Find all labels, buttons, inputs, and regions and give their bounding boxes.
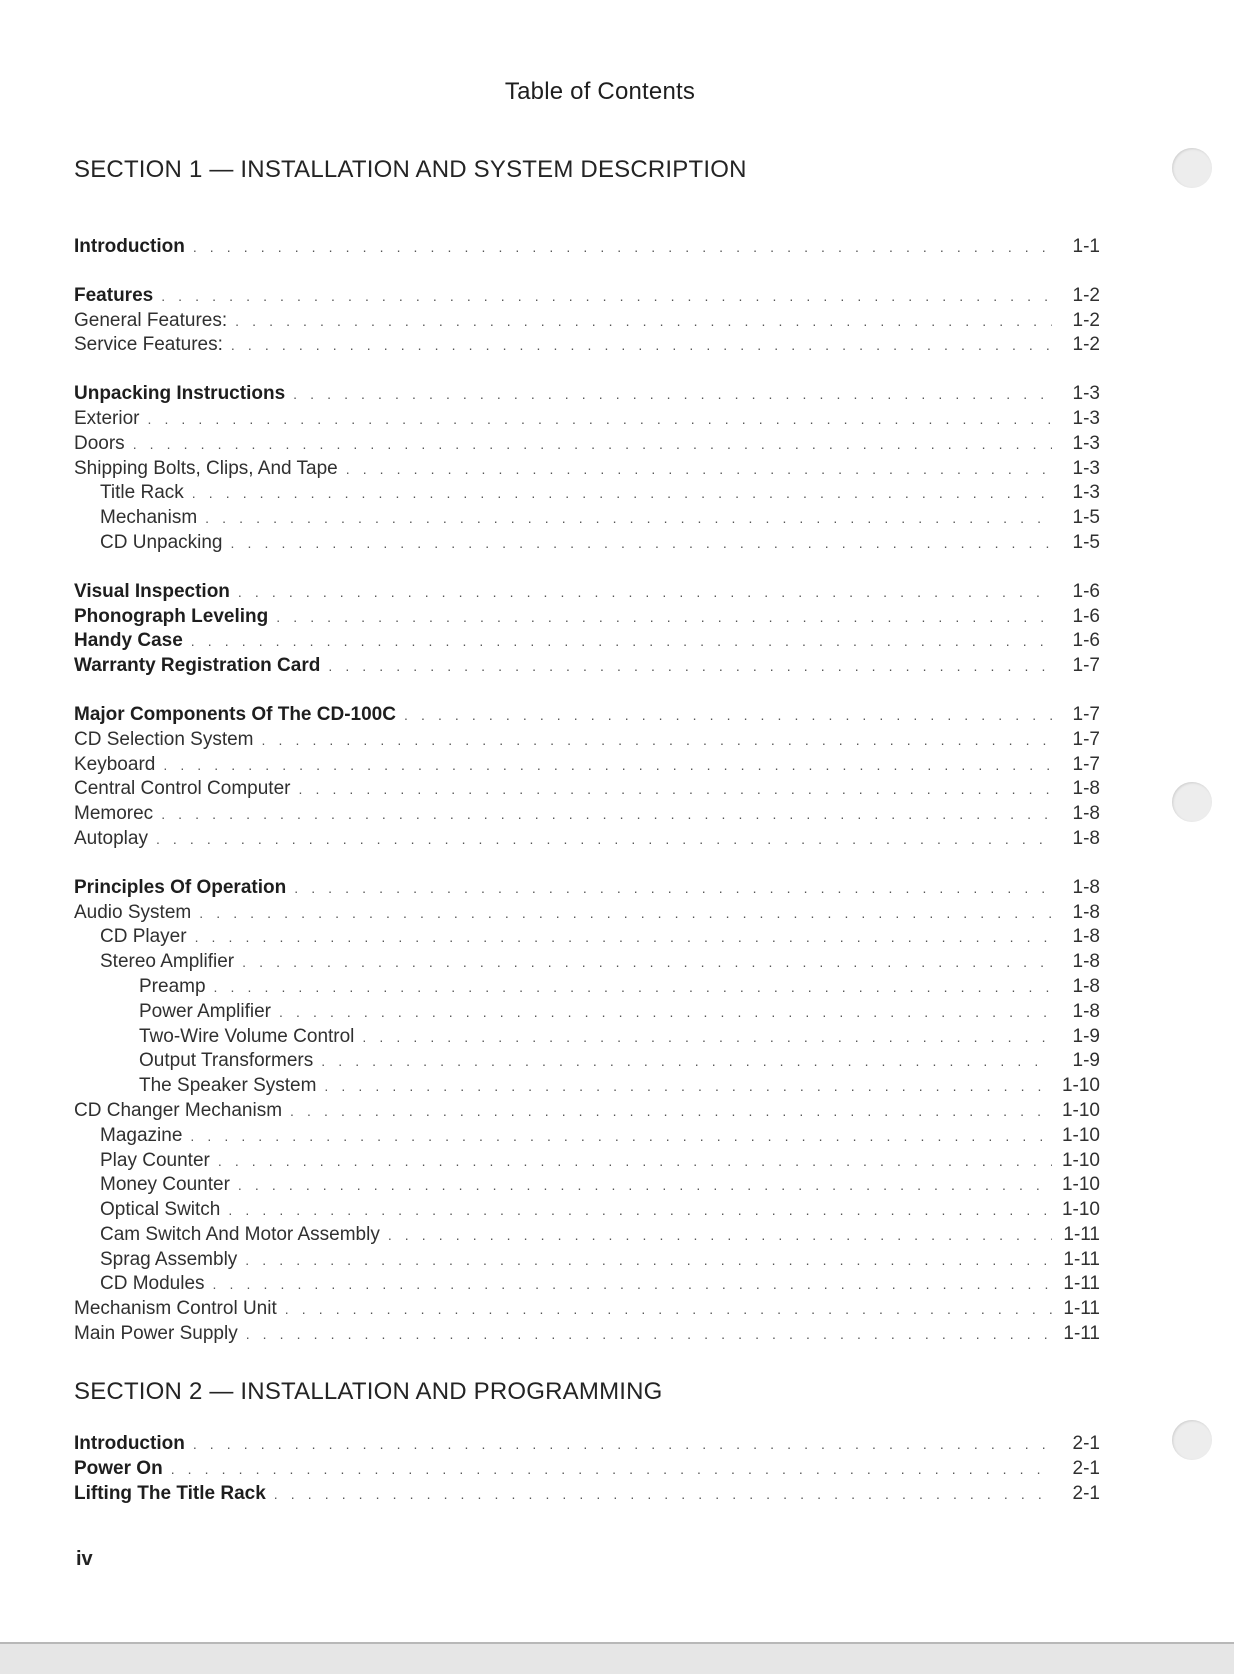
toc-entry[interactable] — [74, 654, 1100, 679]
toc-entry-label: Features — [74, 284, 154, 306]
toc-entry-label: General Features: — [74, 309, 228, 331]
toc-entry[interactable] — [74, 925, 1100, 950]
dot-leader — [231, 531, 1053, 556]
toc-entry-page: 1-3 — [1072, 482, 1100, 504]
toc-entry-label: Power Amplifier — [139, 1000, 271, 1022]
toc-entry-page: 1-7 — [1072, 703, 1100, 725]
toc-entry-page: 1-9 — [1072, 1025, 1100, 1047]
toc-entry-label: Stereo Amplifier — [100, 951, 235, 973]
toc-entry-page: 1-6 — [1072, 580, 1100, 602]
dot-leader — [290, 1099, 1052, 1124]
dot-leader — [404, 703, 1052, 728]
toc-entry-label: Lifting The Title Rack — [74, 1482, 266, 1504]
toc-entry-label: Optical Switch — [100, 1199, 221, 1221]
dot-leader — [214, 975, 1052, 1000]
toc-entry-page: 1-11 — [1063, 1248, 1100, 1270]
section-2-heading: SECTION 2 — INSTALLATION AND PROGRAMMING — [74, 1378, 663, 1405]
toc-entry-page: 1-8 — [1072, 975, 1100, 997]
toc-entry[interactable] — [74, 605, 1100, 630]
toc-entry-label: Autoplay — [74, 827, 148, 849]
toc-entry[interactable] — [74, 975, 1100, 1000]
binder-hole-icon — [1172, 1420, 1212, 1460]
section-1-heading: SECTION 1 — INSTALLATION AND SYSTEM DESCRIPTION — [74, 156, 747, 183]
toc-entry[interactable] — [74, 457, 1100, 482]
toc-entry-page: 1-11 — [1063, 1273, 1100, 1295]
dot-leader — [321, 1049, 1052, 1074]
toc-entry[interactable] — [74, 481, 1100, 506]
dot-leader — [298, 777, 1052, 802]
toc-entry-label: Shipping Bolts, Clips, And Tape — [74, 457, 338, 479]
toc-entry-page: 1-8 — [1072, 901, 1100, 923]
toc-entry-label: CD Player — [100, 926, 187, 948]
dot-leader — [190, 1124, 1052, 1149]
toc-entry[interactable] — [74, 1432, 1100, 1457]
dot-leader — [218, 1149, 1052, 1174]
dot-leader — [238, 580, 1052, 605]
toc-entry[interactable] — [74, 1173, 1100, 1198]
toc-entry-label: Audio System — [74, 901, 192, 923]
dot-leader — [205, 506, 1052, 531]
toc-entry-label: Mechanism — [100, 507, 198, 529]
toc-entry-page: 1-8 — [1072, 1000, 1100, 1022]
toc-entry-label: Central Control Computer — [74, 778, 291, 800]
toc-entry[interactable] — [74, 1457, 1100, 1482]
toc-entry-label: Main Power Supply — [74, 1323, 238, 1345]
dot-leader — [193, 235, 1052, 260]
toc-entry-label: CD Changer Mechanism — [74, 1099, 283, 1121]
toc-entry[interactable] — [74, 753, 1100, 778]
toc-entry-label: Preamp — [139, 975, 206, 997]
dot-leader — [147, 407, 1052, 432]
dot-leader — [242, 950, 1052, 975]
toc-entry-label: Handy Case — [74, 630, 183, 652]
toc-entry[interactable] — [74, 382, 1100, 407]
binder-hole-icon — [1172, 782, 1212, 822]
toc-entry-label: Service Features: — [74, 334, 223, 356]
toc-entry-label: Principles Of Operation — [74, 876, 287, 898]
dot-leader — [213, 1272, 1052, 1297]
toc-entry-page: 1-10 — [1061, 1124, 1100, 1146]
toc-entry-page: 1-8 — [1072, 926, 1100, 948]
toc-entry-label: Introduction — [74, 236, 185, 257]
toc-entry[interactable] — [74, 950, 1100, 975]
toc-entry[interactable] — [74, 1124, 1100, 1149]
dot-leader — [276, 605, 1052, 630]
dot-leader — [238, 1173, 1052, 1198]
dot-leader — [362, 1025, 1052, 1050]
toc-entry-label: CD Selection System — [74, 728, 254, 750]
dot-leader — [161, 284, 1052, 309]
dot-leader — [346, 457, 1052, 482]
toc-entry-label: The Speaker System — [139, 1075, 317, 1097]
dot-leader — [199, 901, 1052, 926]
toc-entry[interactable] — [74, 876, 1100, 901]
toc-entry[interactable] — [74, 1000, 1100, 1025]
page-number: iv — [76, 1548, 93, 1570]
toc-entry-page: 1-7 — [1072, 655, 1100, 677]
toc-entry[interactable] — [74, 333, 1100, 358]
toc-entry[interactable] — [74, 506, 1100, 531]
dot-leader — [274, 1482, 1052, 1507]
dot-leader — [235, 309, 1052, 334]
toc-entry-page: 1-10 — [1061, 1149, 1100, 1171]
dot-leader — [245, 1248, 1052, 1273]
dot-leader — [231, 333, 1052, 358]
toc-entry-page: 1-2 — [1072, 334, 1100, 356]
dot-leader — [328, 654, 1052, 679]
toc-entry-label: CD Unpacking — [100, 531, 223, 553]
toc-entry-page: 1-3 — [1072, 432, 1100, 454]
toc-entry-page: 1-3 — [1072, 457, 1100, 479]
toc-entry[interactable] — [74, 284, 1100, 309]
toc-entry-page: 1-2 — [1072, 309, 1100, 331]
dot-leader — [163, 753, 1052, 778]
toc-entry-label: Visual Inspection — [74, 580, 230, 602]
toc-entry-label: Major Components Of The CD-100C — [74, 703, 396, 725]
toc-entry[interactable] — [74, 235, 1100, 260]
toc-entry[interactable] — [74, 407, 1100, 432]
toc-entry[interactable] — [74, 432, 1100, 457]
toc-entry[interactable] — [74, 777, 1100, 802]
toc-entry-page: 1-9 — [1072, 1050, 1100, 1072]
toc-entry-page: 1-3 — [1072, 407, 1100, 429]
toc-entry-page: 1-8 — [1072, 803, 1100, 825]
toc-entry-page: 1-5 — [1072, 507, 1100, 529]
toc-entry-label: Title Rack — [100, 482, 184, 504]
dot-leader — [228, 1198, 1052, 1223]
toc-entry-page: 2-1 — [1072, 1457, 1100, 1479]
toc-entry-label: Keyboard — [74, 753, 156, 775]
toc-entry[interactable] — [74, 1099, 1100, 1124]
toc-entry-page: 1-8 — [1072, 951, 1100, 973]
toc-entry-label: Output Transformers — [139, 1050, 314, 1072]
toc-entry[interactable] — [74, 802, 1100, 827]
toc-entry[interactable] — [74, 1297, 1100, 1322]
dot-leader — [293, 382, 1052, 407]
toc-entry-page: 1-10 — [1061, 1075, 1100, 1097]
toc-entry-page: 2-1 — [1072, 1482, 1100, 1504]
toc-entry-label: Sprag Assembly — [100, 1248, 238, 1270]
toc-entry-page: 1-11 — [1063, 1223, 1100, 1245]
dot-leader — [262, 728, 1052, 753]
toc-entry-label: Doors — [74, 432, 125, 454]
toc-entry[interactable] — [74, 1248, 1100, 1273]
toc-entry-label: Unpacking Instructions — [74, 383, 286, 405]
toc-entry[interactable] — [74, 629, 1100, 654]
dot-leader — [294, 876, 1052, 901]
toc-entry-page: 1-7 — [1072, 753, 1100, 775]
toc-entry-page: 1-6 — [1072, 605, 1100, 627]
dot-leader — [195, 925, 1052, 950]
toc-entry[interactable] — [74, 728, 1100, 753]
toc-entry-page: 1-2 — [1072, 284, 1100, 306]
toc-entry[interactable] — [74, 1025, 1100, 1050]
toc-entry[interactable] — [74, 703, 1100, 728]
dot-leader — [156, 827, 1052, 852]
toc-entry-label: Two-Wire Volume Control — [139, 1025, 355, 1047]
dot-leader — [324, 1074, 1052, 1099]
toc-entry-page: 1-8 — [1072, 778, 1100, 800]
dot-leader — [161, 802, 1052, 827]
toc-entry-page: 1-1 — [1072, 236, 1100, 257]
dot-leader — [279, 1000, 1052, 1025]
toc-entry-label: Cam Switch And Motor Assembly — [100, 1223, 380, 1245]
toc-entry-label: Mechanism Control Unit — [74, 1298, 277, 1320]
toc-entry[interactable] — [74, 531, 1100, 556]
toc-list-section-1 — [74, 235, 1100, 1347]
toc-entry-label: Phonograph Leveling — [74, 605, 269, 627]
toc-entry[interactable] — [74, 1223, 1100, 1248]
toc-entry-label: Warranty Registration Card — [74, 655, 321, 677]
toc-entry-page: 1-6 — [1072, 630, 1100, 652]
toc-entry-label: Play Counter — [100, 1149, 210, 1171]
dot-leader — [285, 1297, 1052, 1322]
toc-entry-label: Exterior — [74, 407, 140, 429]
toc-entry-page: 1-5 — [1072, 531, 1100, 553]
toc-entry-label: Magazine — [100, 1124, 183, 1146]
toc-entry-label: Introduction — [74, 1433, 185, 1454]
toc-entry[interactable] — [74, 309, 1100, 334]
toc-list-section-2 — [74, 1432, 1100, 1506]
toc-entry-page: 1-3 — [1072, 383, 1100, 405]
toc-entry[interactable] — [74, 1049, 1100, 1074]
toc-entry[interactable] — [74, 1074, 1100, 1099]
dot-leader — [191, 629, 1052, 654]
toc-entry[interactable] — [74, 1272, 1100, 1297]
toc-entry-page: 2-1 — [1072, 1433, 1100, 1454]
page-title: Table of Contents — [504, 78, 696, 105]
toc-entry-page: 1-8 — [1072, 827, 1100, 849]
toc-entry[interactable] — [74, 827, 1100, 852]
toc-entry[interactable] — [74, 1198, 1100, 1223]
scanner-bottom-edge — [0, 1642, 1234, 1674]
toc-entry[interactable] — [74, 580, 1100, 605]
dot-leader — [192, 481, 1052, 506]
toc-entry-label: Power On — [74, 1457, 163, 1479]
toc-entry-label: Memorec — [74, 803, 154, 825]
toc-entry[interactable] — [74, 1322, 1100, 1347]
toc-entry-page: 1-11 — [1063, 1298, 1100, 1320]
toc-entry-page: 1-10 — [1061, 1199, 1100, 1221]
toc-entry[interactable] — [74, 1482, 1100, 1507]
toc-entry[interactable] — [74, 1149, 1100, 1174]
toc-entry-page: 1-10 — [1061, 1099, 1100, 1121]
toc-entry-page: 1-8 — [1072, 876, 1100, 898]
toc-entry-page: 1-10 — [1061, 1174, 1100, 1196]
binder-hole-icon — [1172, 148, 1212, 188]
toc-entry-page: 1-7 — [1072, 728, 1100, 750]
toc-entry[interactable] — [74, 901, 1100, 926]
toc-entry-page: 1-11 — [1063, 1323, 1100, 1345]
dot-leader — [133, 432, 1052, 457]
dot-leader — [246, 1322, 1052, 1347]
dot-leader — [171, 1457, 1052, 1482]
toc-entry-label: Money Counter — [100, 1174, 230, 1196]
dot-leader — [193, 1432, 1052, 1457]
toc-entry-label: CD Modules — [100, 1273, 205, 1295]
dot-leader — [388, 1223, 1052, 1248]
